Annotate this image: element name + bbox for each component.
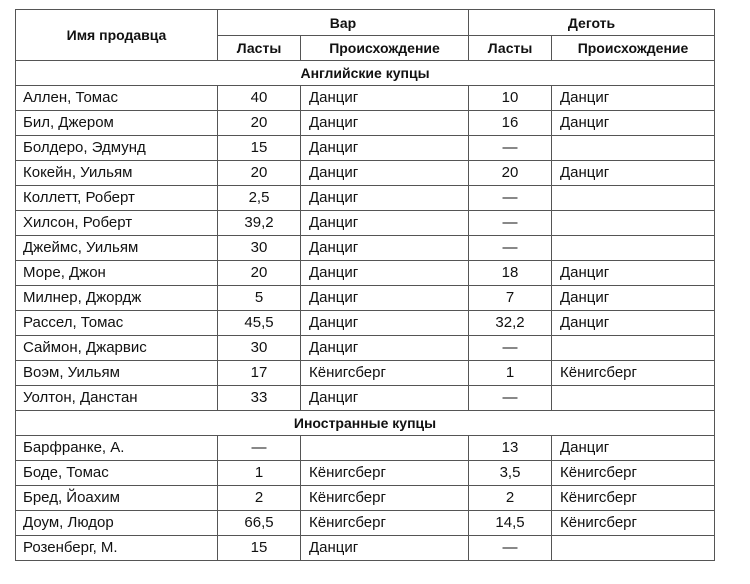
table-row — [16, 236, 715, 261]
tar-origin-cell — [552, 236, 715, 261]
tar-lasts-cell: 13 — [469, 436, 552, 461]
seller-name-cell: Кокейн, Уильям — [16, 161, 218, 186]
var-origin-cell: Данциг — [301, 136, 469, 161]
tar-lasts-cell: — — [469, 536, 552, 561]
var-lasts-cell: 1 — [218, 461, 301, 486]
tar-lasts-cell: — — [469, 136, 552, 161]
tar-lasts-cell: — — [469, 386, 552, 411]
tar-origin-cell — [552, 536, 715, 561]
seller-name-cell: Рассел, Томас — [16, 311, 218, 336]
table-row — [16, 486, 715, 511]
seller-name-cell: Воэм, Уильям — [16, 361, 218, 386]
table-row — [16, 336, 715, 361]
section-row — [16, 411, 715, 436]
table-row — [16, 86, 715, 111]
tar-origin-cell: Кёнигсберг — [552, 361, 715, 386]
var-origin-cell: Данциг — [301, 386, 469, 411]
table-row — [16, 386, 715, 411]
tar-lasts-cell: — — [469, 186, 552, 211]
var-origin-cell: Данциг — [301, 336, 469, 361]
var-lasts-cell: 20 — [218, 161, 301, 186]
section-row — [16, 61, 715, 86]
var-lasts-cell: — — [218, 436, 301, 461]
tar-origin-cell: Данциг — [552, 261, 715, 286]
tar-origin-cell: Данциг — [552, 286, 715, 311]
tar-origin-cell: Данциг — [552, 161, 715, 186]
tar-origin-cell: Данциг — [552, 436, 715, 461]
tar-lasts-cell: 32,2 — [469, 311, 552, 336]
seller-name-cell: Доум, Людор — [16, 511, 218, 536]
var-lasts-cell: 40 — [218, 86, 301, 111]
seller-name-cell: Хилсон, Роберт — [16, 211, 218, 236]
table-row — [16, 211, 715, 236]
header-origin-tar: Происхождение — [552, 36, 715, 61]
var-origin-cell: Данциг — [301, 111, 469, 136]
var-lasts-cell: 5 — [218, 286, 301, 311]
tar-origin-cell: Кёнигсберг — [552, 511, 715, 536]
table-row — [16, 536, 715, 561]
header-group-var: Вар — [218, 10, 469, 36]
var-lasts-cell: 66,5 — [218, 511, 301, 536]
tar-lasts-cell: 10 — [469, 86, 552, 111]
seller-name-cell: Розенберг, М. — [16, 536, 218, 561]
header-origin-var: Происхождение — [301, 36, 469, 61]
seller-name-cell: Джеймс, Уильям — [16, 236, 218, 261]
var-lasts-cell: 17 — [218, 361, 301, 386]
var-lasts-cell: 15 — [218, 536, 301, 561]
var-lasts-cell: 20 — [218, 111, 301, 136]
tar-lasts-cell: 2 — [469, 486, 552, 511]
seller-name-cell: Саймон, Джарвис — [16, 336, 218, 361]
header-lasts-tar: Ласты — [469, 36, 552, 61]
var-origin-cell: Кёнигсберг — [301, 361, 469, 386]
tar-lasts-cell: 7 — [469, 286, 552, 311]
seller-name-cell: Аллен, Томас — [16, 86, 218, 111]
section-title: Иностранные купцы — [16, 411, 715, 436]
var-origin-cell: Кёнигсберг — [301, 486, 469, 511]
var-origin-cell: Данциг — [301, 536, 469, 561]
var-origin-cell: Данциг — [301, 311, 469, 336]
table-row — [16, 461, 715, 486]
table-header — [16, 10, 715, 61]
var-origin-cell: Данциг — [301, 211, 469, 236]
header-seller-name: Имя продавца — [16, 10, 218, 61]
var-origin-cell: Данциг — [301, 186, 469, 211]
tar-origin-cell: Кёнигсберг — [552, 486, 715, 511]
var-origin-cell: Данциг — [301, 236, 469, 261]
var-lasts-cell: 30 — [218, 336, 301, 361]
tar-origin-cell: Данциг — [552, 86, 715, 111]
var-origin-cell: Данциг — [301, 86, 469, 111]
var-origin-cell: Данциг — [301, 261, 469, 286]
section-title: Английские купцы — [16, 61, 715, 86]
tar-origin-cell: Данциг — [552, 311, 715, 336]
var-origin-cell: Данциг — [301, 161, 469, 186]
var-lasts-cell: 39,2 — [218, 211, 301, 236]
table-row — [16, 186, 715, 211]
table-row — [16, 436, 715, 461]
seller-name-cell: Барфранке, А. — [16, 436, 218, 461]
tar-lasts-cell: 3,5 — [469, 461, 552, 486]
merchants-table — [15, 9, 715, 561]
var-origin-cell — [301, 436, 469, 461]
seller-name-cell: Коллетт, Роберт — [16, 186, 218, 211]
tar-lasts-cell: — — [469, 211, 552, 236]
var-origin-cell: Данциг — [301, 286, 469, 311]
table-row — [16, 286, 715, 311]
header-group-tar: Деготь — [469, 10, 715, 36]
tar-origin-cell — [552, 211, 715, 236]
seller-name-cell: Боде, Томас — [16, 461, 218, 486]
tar-lasts-cell: — — [469, 236, 552, 261]
tar-origin-cell — [552, 336, 715, 361]
var-lasts-cell: 45,5 — [218, 311, 301, 336]
var-lasts-cell: 33 — [218, 386, 301, 411]
tar-origin-cell: Кёнигсберг — [552, 461, 715, 486]
var-lasts-cell: 20 — [218, 261, 301, 286]
table-row — [16, 111, 715, 136]
seller-name-cell: Милнер, Джордж — [16, 286, 218, 311]
var-origin-cell: Кёнигсберг — [301, 511, 469, 536]
seller-name-cell: Болдеро, Эдмунд — [16, 136, 218, 161]
tar-origin-cell — [552, 136, 715, 161]
seller-name-cell: Море, Джон — [16, 261, 218, 286]
tar-lasts-cell: 16 — [469, 111, 552, 136]
tar-origin-cell — [552, 186, 715, 211]
var-lasts-cell: 15 — [218, 136, 301, 161]
var-lasts-cell: 30 — [218, 236, 301, 261]
seller-name-cell: Уолтон, Данстан — [16, 386, 218, 411]
seller-name-cell: Бред, Йоахим — [16, 486, 218, 511]
table-row — [16, 136, 715, 161]
table-row — [16, 311, 715, 336]
tar-lasts-cell: 20 — [469, 161, 552, 186]
table-row — [16, 511, 715, 536]
tar-origin-cell: Данциг — [552, 111, 715, 136]
tar-lasts-cell: 1 — [469, 361, 552, 386]
seller-name-cell: Бил, Джером — [16, 111, 218, 136]
tar-lasts-cell: 14,5 — [469, 511, 552, 536]
table-row — [16, 361, 715, 386]
tar-lasts-cell: — — [469, 336, 552, 361]
table-row — [16, 161, 715, 186]
table-row — [16, 261, 715, 286]
tar-lasts-cell: 18 — [469, 261, 552, 286]
header-lasts-var: Ласты — [218, 36, 301, 61]
var-lasts-cell: 2 — [218, 486, 301, 511]
var-lasts-cell: 2,5 — [218, 186, 301, 211]
tar-origin-cell — [552, 386, 715, 411]
table-body — [16, 61, 715, 561]
var-origin-cell: Кёнигсберг — [301, 461, 469, 486]
